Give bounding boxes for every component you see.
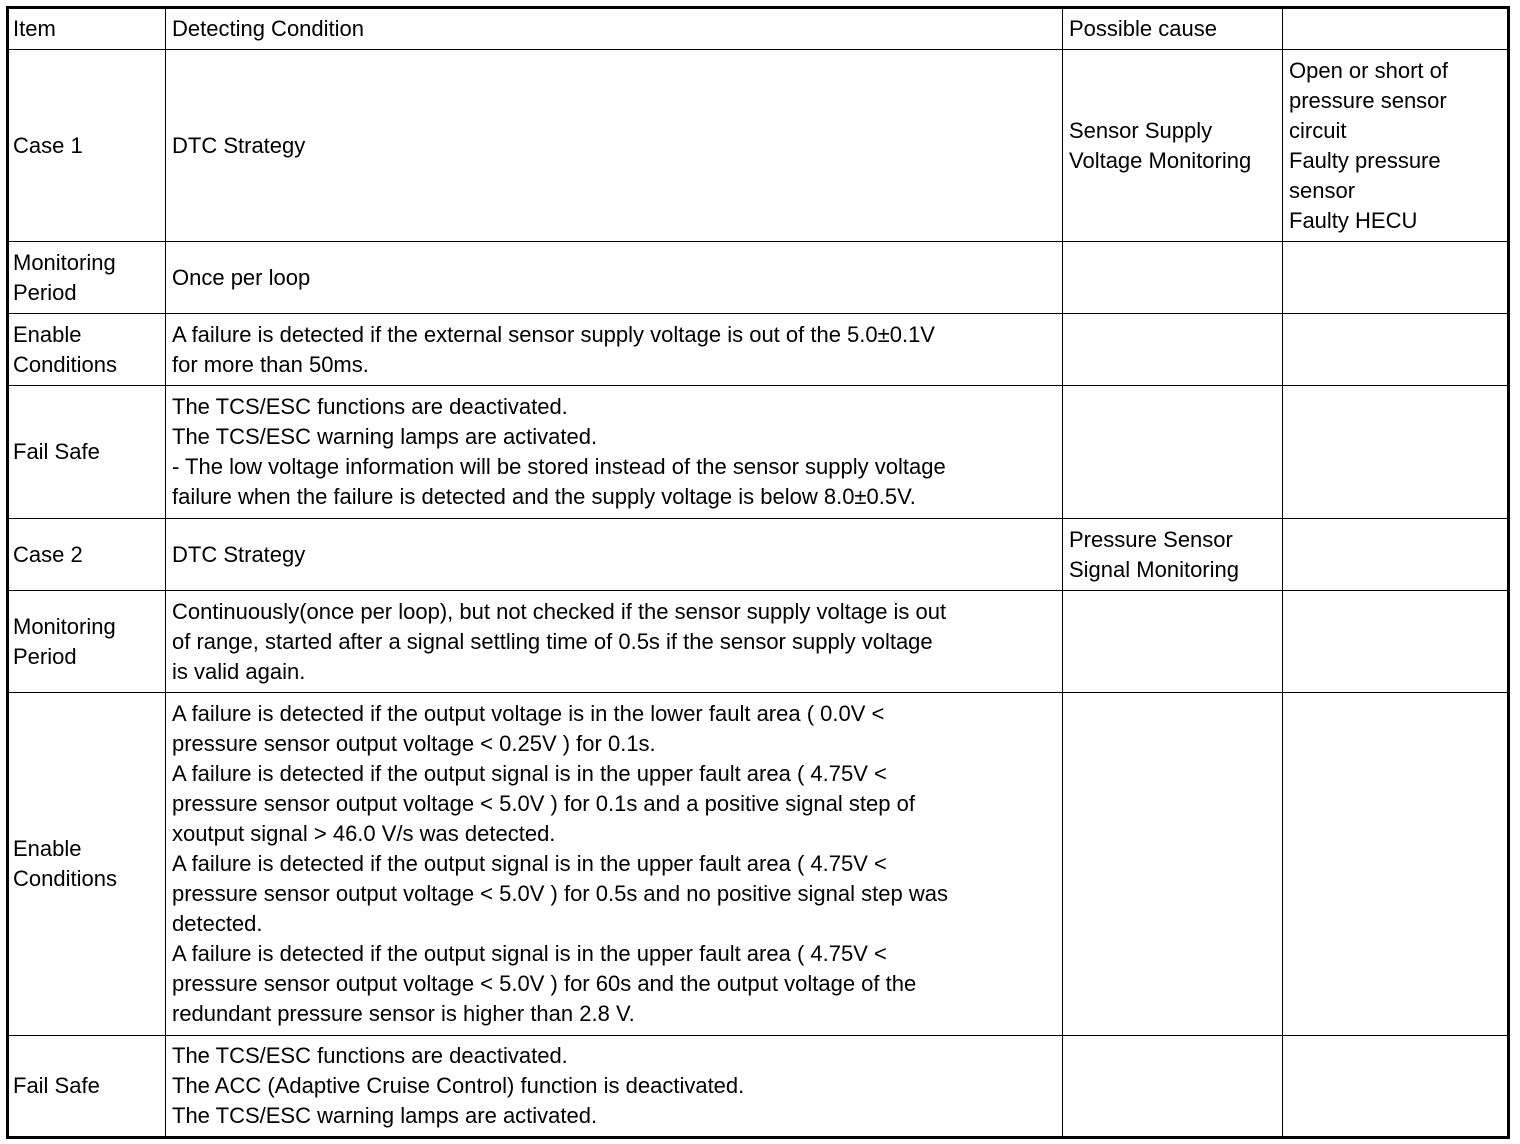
row-item: Enable Conditions xyxy=(8,314,166,386)
table-row xyxy=(8,386,1509,519)
row-item: Monitoring Period xyxy=(8,591,166,693)
row-extra xyxy=(1283,693,1509,1036)
table-row xyxy=(8,314,1509,386)
row-cause xyxy=(1063,242,1283,314)
row-extra xyxy=(1283,314,1509,386)
header-blank xyxy=(1283,8,1509,50)
dtc-table xyxy=(6,6,1510,1139)
row-condition: DTC Strategy xyxy=(166,519,1063,591)
table-header-row xyxy=(8,8,1509,50)
row-cause: Sensor Supply Voltage Monitoring xyxy=(1063,50,1283,242)
row-extra xyxy=(1283,591,1509,693)
row-condition: Continuously(once per loop), but not checked if the sensor supply voltage is out of range, started after a signal settling time of 0.5s if the sensor supply voltage is valid again. xyxy=(166,591,1063,693)
header-possible-cause: Possible cause xyxy=(1063,8,1283,50)
row-condition: The TCS/ESC functions are deactivated. The ACC (Adaptive Cruise Control) function is deactivated. The TCS/ESC warning lamps are activated. xyxy=(166,1036,1063,1138)
header-detecting-condition: Detecting Condition xyxy=(166,8,1063,50)
row-extra: Open or short of pressure sensor circuit Faulty pressure sensor Faulty HECU xyxy=(1283,50,1509,242)
row-item: Case 1 xyxy=(8,50,166,242)
table-row xyxy=(8,50,1509,242)
row-item: Monitoring Period xyxy=(8,242,166,314)
row-cause xyxy=(1063,1036,1283,1138)
row-cause xyxy=(1063,693,1283,1036)
table-row xyxy=(8,242,1509,314)
row-item: Fail Safe xyxy=(8,386,166,519)
row-cause: Pressure Sensor Signal Monitoring xyxy=(1063,519,1283,591)
row-condition: Once per loop xyxy=(166,242,1063,314)
row-condition: A failure is detected if the output voltage is in the lower fault area ( 0.0V < pressure sensor output voltage < 0.25V ) for 0.1s. A failure is detected if the output signal is in the upper fault area ( 4.75V < pressure sensor output voltage < 5.0V ) for 0.1s and a positive signal step of xoutput signal > 46.0 V/s was detected. A failure is detected if the output signal is in the upper fault area ( 4.75V < pressure sensor output voltage < 5.0V ) for 0.5s and no positive signal step was detected. A failure is detected if the output signal is in the upper fault area ( 4.75V < pressure sensor output voltage < 5.0V ) for 60s and the output voltage of the redundant pressure sensor is higher than 2.8 V. xyxy=(166,693,1063,1036)
row-condition: A failure is detected if the external sensor supply voltage is out of the 5.0±0.1V for more than 50ms. xyxy=(166,314,1063,386)
row-cause xyxy=(1063,386,1283,519)
row-extra xyxy=(1283,1036,1509,1138)
table-row xyxy=(8,693,1509,1036)
table-row xyxy=(8,519,1509,591)
row-condition: DTC Strategy xyxy=(166,50,1063,242)
table-row xyxy=(8,1036,1509,1138)
header-item: Item xyxy=(8,8,166,50)
row-cause xyxy=(1063,591,1283,693)
row-extra xyxy=(1283,386,1509,519)
row-item: Enable Conditions xyxy=(8,693,166,1036)
row-condition: The TCS/ESC functions are deactivated. The TCS/ESC warning lamps are activated. - The low voltage information will be stored instead of the sensor supply voltage failure when the failure is detected and the supply voltage is below 8.0±0.5V. xyxy=(166,386,1063,519)
table-row xyxy=(8,591,1509,693)
row-extra xyxy=(1283,242,1509,314)
row-extra xyxy=(1283,519,1509,591)
row-item: Fail Safe xyxy=(8,1036,166,1138)
row-cause xyxy=(1063,314,1283,386)
row-item: Case 2 xyxy=(8,519,166,591)
